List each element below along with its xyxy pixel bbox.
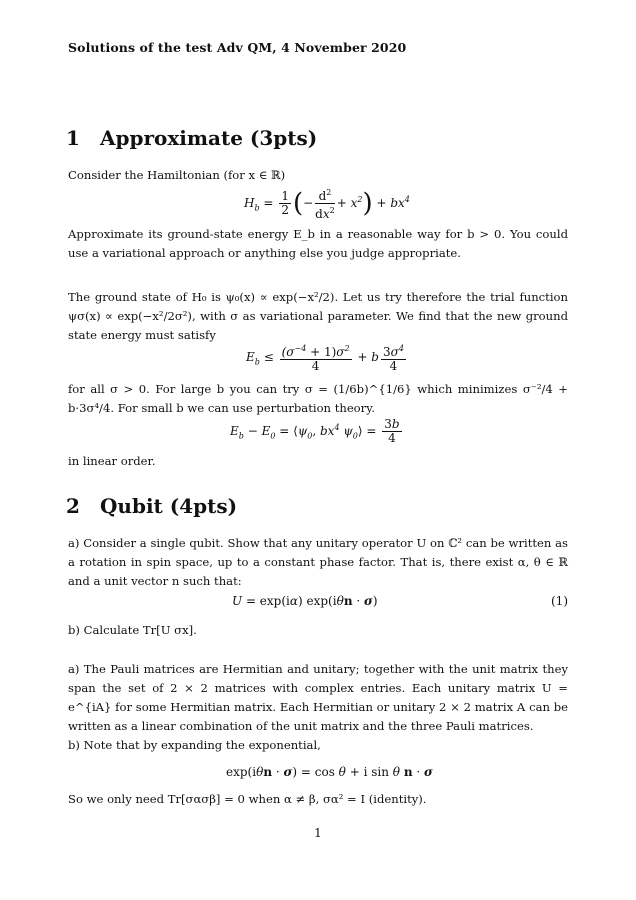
s2-solution-c: So we only need Tr[σασβ] = 0 when α ≠ β, σα² = I (identity).	[68, 792, 427, 806]
section-2-title: Qubit (4pts)	[100, 494, 238, 518]
equation-number: (1)	[551, 594, 568, 608]
s1-task: Approximate its ground-state energy E_b in a reasonable way for b > 0. You could use a variational approach or anything else you judge appropriate.	[68, 227, 568, 260]
s1-intro: Consider the Hamiltonian (for x ∈ ℝ)	[68, 168, 286, 182]
section-1-heading	[66, 126, 317, 150]
page-number: 1	[314, 826, 322, 840]
running-header: Solutions of the test Adv QM, 4 November 2020	[68, 40, 407, 55]
s2-part-b: b) Calculate Tr[U σx].	[68, 623, 197, 637]
perturbation-equation: $E_b - E_0$ = $⟨\psi_0$, $bx^4$ $\psi_0⟩$ = $\frac{3b}{4}$	[230, 417, 400, 445]
section-1-number: 1	[66, 126, 80, 150]
hamiltonian-equation: $H_b$ = $\frac{1}{2}$ (− $\frac{d^2}{dx^2}$ + $x^2) + bx^4$	[244, 188, 410, 221]
s2-solution-a: a) The Pauli matrices are Hermitian and unitary; together with the unit matrix they span the set of 2 × 2 matrices with complex entries. Each unitary matrix U = e^{iA} for some Hermitian matrix. Each Hermitian or unitary 2 × 2 matrix A can be written as a linear combination of the unit matrix and the three Pauli matrices.	[68, 662, 568, 733]
section-2-number: 2	[66, 494, 80, 518]
unitary-equation: U = exp(iα) exp(iθn · σ)	[232, 594, 378, 608]
s1-solution-1: The ground state of H₀ is ψ₀(x) ∝ exp(−x²/2). Let us try therefore the trial function ψσ(x) ∝ exp(−x²/2σ²), with σ as variational parameter. We find that the new ground state energy must satisfy	[68, 290, 568, 342]
s2-part-a: a) Consider a single qubit. Show that any unitary operator U on ℂ² can be written as a rotation in spin space, up to a constant phase factor. That is, there exist α, θ ∈ ℝ and a unit vector n such that:	[68, 536, 568, 588]
expansion-equation: exp(iθn · σ) = cos θ + i sin θ n · σ	[226, 765, 433, 779]
s2-solution-b: b) Note that by expanding the exponential,	[68, 738, 321, 752]
variational-bound-equation: $E_b$ ≤ $\frac{(\sigma^{-4} + 1)\sigma^2}{4}$ + b $\frac{3\sigma^4}{4}$	[246, 344, 404, 373]
s1-solution-3: in linear order.	[68, 454, 156, 468]
section-2-heading	[66, 494, 237, 518]
section-1-title: Approximate (3pts)	[100, 126, 318, 150]
s1-solution-2: for all σ > 0. For large b you can try σ = (1/6b)^{1/6} which minimizes σ⁻²/4 + b·3σ⁴/4. For small b we can use perturbation theory.	[68, 382, 568, 415]
